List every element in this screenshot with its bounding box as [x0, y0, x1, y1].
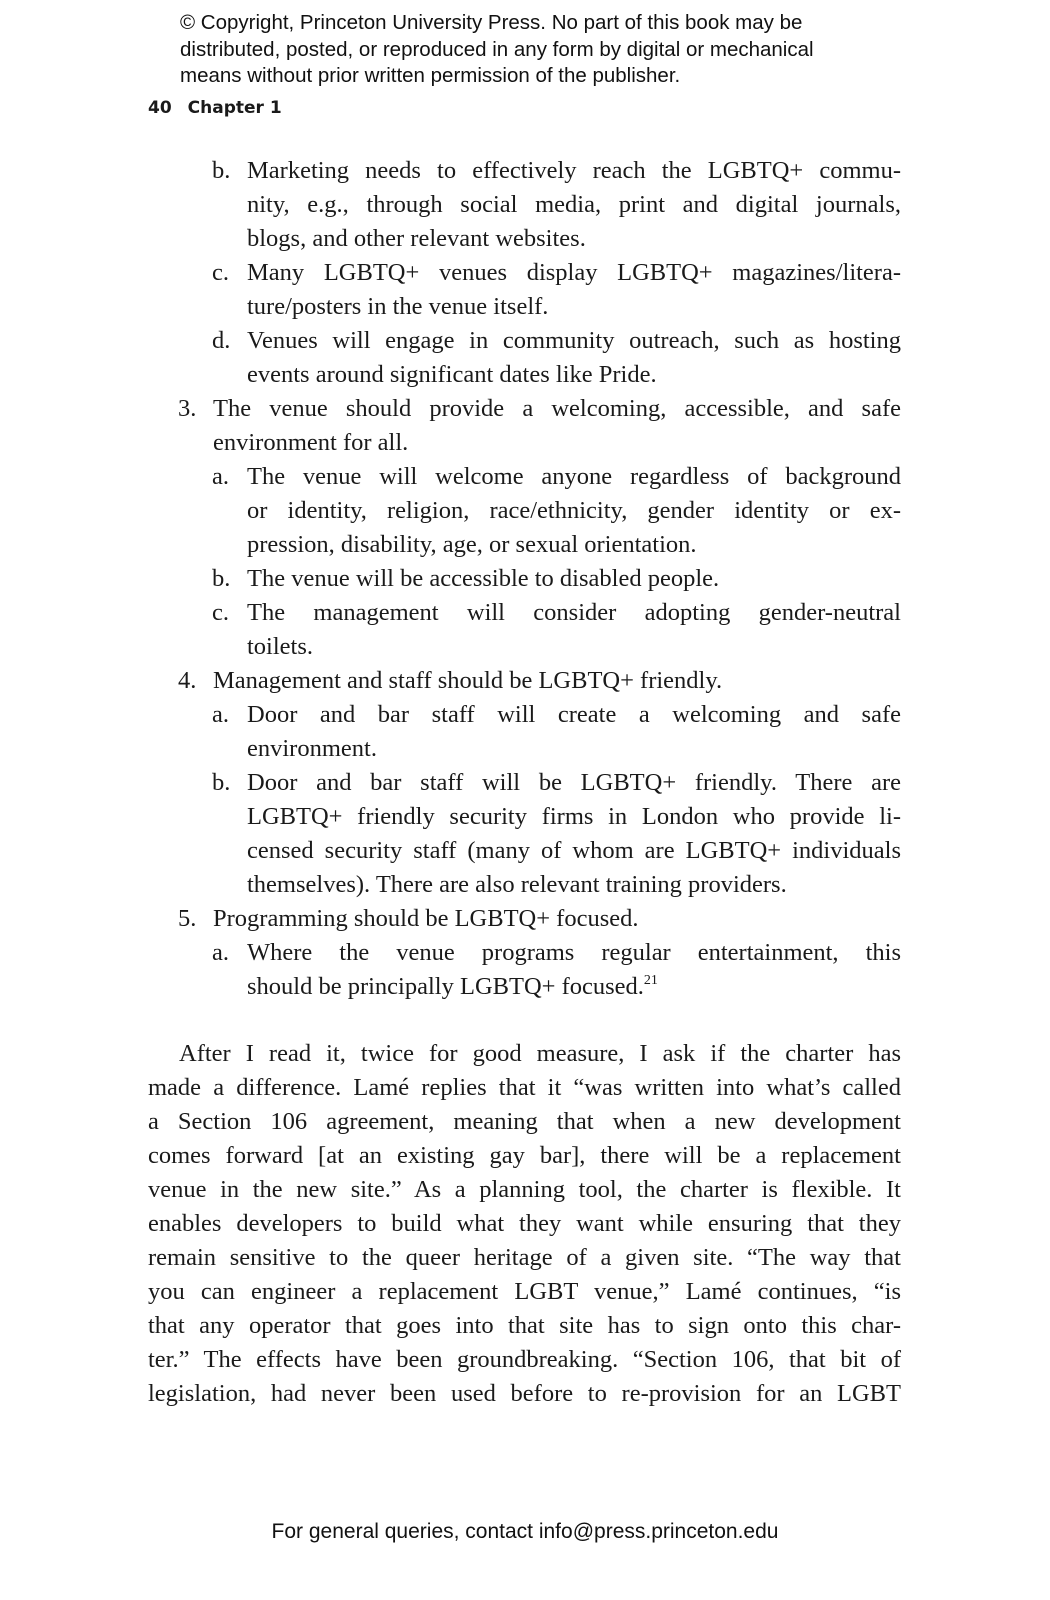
list-marker: 3. [178, 395, 197, 422]
text-line: environment. [247, 735, 377, 762]
text-line: The venue will be accessible to disabled people. [247, 565, 720, 592]
copyright-notice [180, 10, 1020, 90]
text-line: Venues will engage in community outreach, such as hosting [247, 327, 901, 354]
text-line: After I read it, twice for good measure, I ask if the charter has [179, 1040, 901, 1067]
list-marker: b. [212, 769, 231, 796]
text-line: The venue will welcome anyone regardless of background [247, 463, 901, 490]
text-line: that any operator that goes into that site has to sign onto this char- [148, 1312, 901, 1339]
list-marker: c. [212, 599, 229, 626]
text-line: The venue should provide a welcoming, accessible, and safe [213, 395, 901, 422]
copyright-line: distributed, posted, or reproduced in any form by digital or mechanical [180, 37, 814, 61]
list-marker: b. [212, 157, 231, 184]
text-line: you can engineer a replacement LGBT venue,” Lamé continues, “is [148, 1278, 901, 1305]
text-line: nity, e.g., through social media, print and digital journals, [247, 191, 901, 218]
list-marker: a. [212, 939, 229, 966]
chapter-title: Chapter 1 [187, 98, 282, 118]
text-line: censed security staff (many of whom are LGBTQ+ individuals [247, 837, 901, 864]
footnote-marker: 21 [643, 973, 658, 988]
text-line: events around significant dates like Pride. [247, 361, 657, 388]
page-number: 40 [148, 98, 172, 118]
list-marker: d. [212, 327, 231, 354]
text-line: themselves). There are also relevant training providers. [247, 871, 787, 898]
list-marker: a. [212, 463, 229, 490]
text-line: Management and staff should be LGBTQ+ friendly. [213, 667, 723, 694]
text-line: or identity, religion, race/ethnicity, gender identity or ex- [247, 497, 901, 524]
text-line: made a difference. Lamé replies that it “was written into what’s called [148, 1074, 901, 1101]
text-line: The management will consider adopting gender-neutral [247, 599, 901, 626]
text-line: legislation, had never been used before to re-provision for an LGBT [148, 1380, 901, 1407]
footer-contact: For general queries, contact info@press.princeton.edu [271, 1520, 779, 1543]
text-line: pression, disability, age, or sexual orientation. [247, 531, 697, 558]
text-line: Programming should be LGBTQ+ focused. [213, 905, 639, 932]
text-line: comes forward [at an existing gay bar], there will be a replacement [148, 1142, 901, 1169]
text-line: Marketing needs to effectively reach the LGBTQ+ commu- [247, 157, 901, 184]
list-marker: 5. [178, 905, 197, 932]
text-line: Many LGBTQ+ venues display LGBTQ+ magazines/litera- [247, 259, 901, 286]
text-line: ture/posters in the venue itself. [247, 293, 549, 320]
running-head [148, 98, 282, 118]
list-marker: c. [212, 259, 229, 286]
text-line: Door and bar staff will create a welcoming and safe [247, 701, 901, 728]
copyright-line: means without prior written permission of the publisher. [180, 64, 681, 87]
list-marker: a. [212, 701, 229, 728]
text-line-content: should be principally LGBTQ+ focused. [247, 973, 644, 1000]
text-line [247, 973, 901, 1001]
text-line: enables developers to build what they want while ensuring that they [148, 1210, 901, 1237]
text-line: a Section 106 agreement, meaning that when a new development [148, 1108, 901, 1135]
text-line: remain sensitive to the queer heritage of a given site. “The way that [148, 1244, 901, 1271]
list-marker: 4. [178, 667, 197, 694]
text-line: Where the venue programs regular entertainment, this [247, 939, 901, 966]
text-line: LGBTQ+ friendly security firms in London who provide li- [247, 803, 901, 830]
text-line: toilets. [247, 633, 314, 660]
text-line: ter.” The effects have been groundbreaking. “Section 106, that bit of [148, 1346, 901, 1373]
list-marker: b. [212, 565, 231, 592]
text-line: blogs, and other relevant websites. [247, 225, 586, 252]
copyright-line: © Copyright, Princeton University Press. No part of this book may be [180, 11, 803, 34]
text-line: environment for all. [213, 429, 409, 456]
text-line: venue in the new site.” As a planning tool, the charter is flexible. It [148, 1176, 901, 1203]
text-line: Door and bar staff will be LGBTQ+ friendly. There are [247, 769, 901, 796]
